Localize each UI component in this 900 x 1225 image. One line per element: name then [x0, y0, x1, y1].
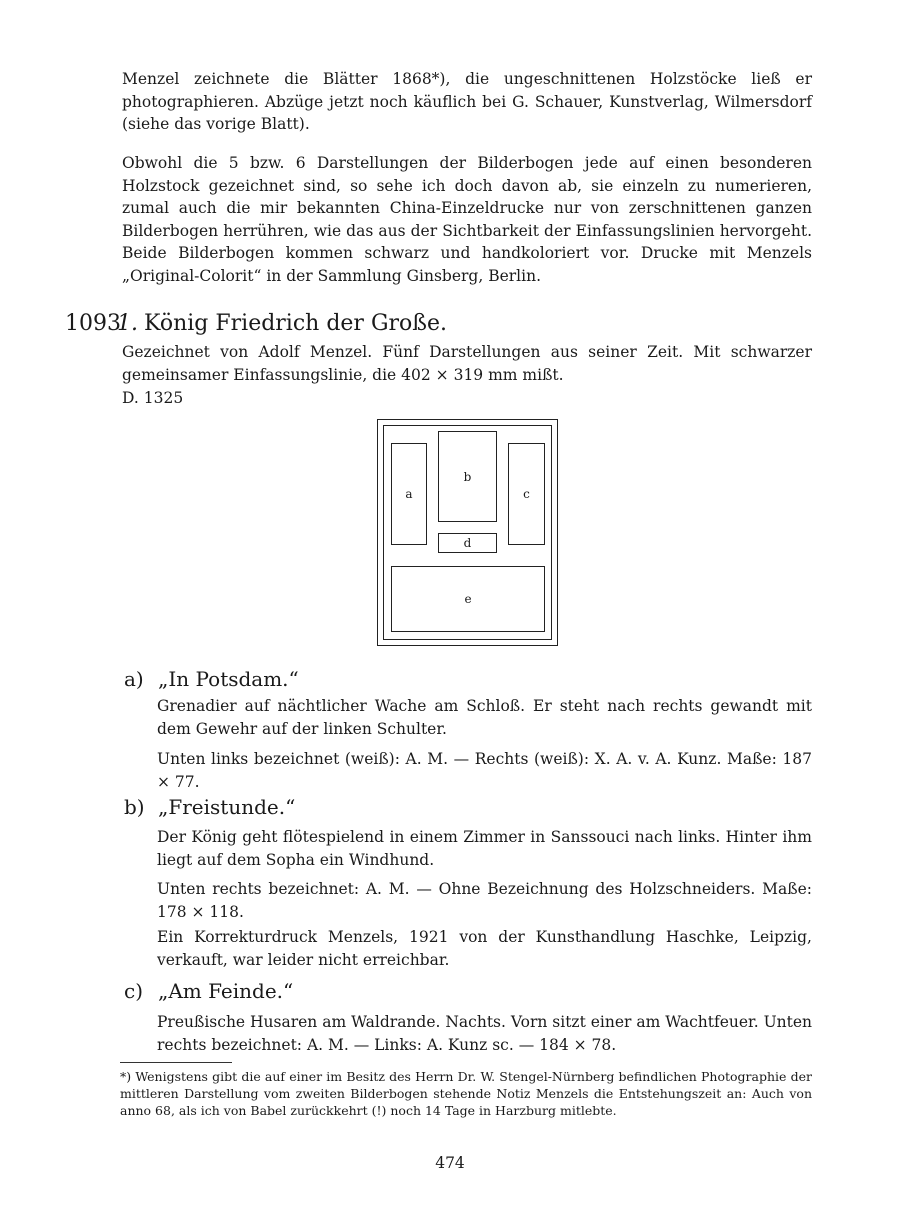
item-a-letter: a) — [124, 667, 144, 691]
entry-heading — [65, 310, 447, 338]
diagram-label-e: e — [464, 592, 472, 606]
diagram-box-b — [438, 431, 497, 522]
diagram-box-c — [508, 443, 545, 545]
item-a-text-1: Grenadier auf nächtlicher Wache am Schloß. Er steht nach rechts gewandt mit dem Gewehr auf der linken Schulter. — [157, 697, 812, 738]
intro-paragraph-2: Obwohl die 5 bzw. 6 Darstellungen der Bilderbogen jede auf einen besonderen Holzstock gezeichnet sind, so sehe ich doch davon ab, sie einzeln zu numerieren, zumal auch die mir bekannten China-Einzeldrucke nur von zerschnittenen ganzen Bilderbogen herrühren, wie das aus der Sichtbarkeit der Einfassungslinien hervorgeht. Beide Bilderbogen kommen schwarz und handkoloriert vor. Drucke mit Menzels „Original-Colorit“ in der Sammlung Ginsberg, Berlin. — [122, 154, 812, 285]
entry-subnumber: 1. — [117, 311, 138, 336]
item-c-letter: c) — [124, 979, 144, 1003]
page-number: 474 — [435, 1154, 465, 1172]
entry-title: König Friedrich der Große. — [144, 311, 447, 336]
item-a-heading — [124, 666, 299, 692]
entry-number: 1093 — [65, 311, 121, 336]
item-b-heading — [124, 794, 295, 820]
entry-description: Gezeichnet von Adolf Menzel. Fünf Darstellungen aus seiner Zeit. Mit schwarzer gemeinsamer Einfassungslinie, die 402 × 319 mm mißt. — [122, 343, 812, 384]
item-c-heading — [124, 978, 293, 1004]
diagram-label-b: b — [463, 469, 472, 484]
diagram-inner-frame — [383, 425, 552, 640]
item-a-text-2: Unten links bezeichnet (weiß): A. M. — Rechts (weiß): X. A. v. A. Kunz. Maße: 187 × 77. — [157, 750, 812, 791]
item-b-text-2: Unten rechts bezeichnet: A. M. — Ohne Bezeichnung des Holzschneiders. Maße: 178 × 118. — [157, 880, 812, 921]
item-c-text-1: Preußische Husaren am Waldrande. Nachts. Vorn sitzt einer am Wachtfeuer. Unten rechts bezeichnet: A. M. — Links: A. Kunz sc. — 184 × 78. — [157, 1013, 813, 1054]
item-b-title: „Freistunde.“ — [158, 795, 296, 819]
diagram-box-a — [391, 443, 427, 545]
item-b-text-3: Ein Korrekturdruck Menzels, 1921 von der Kunsthandlung Haschke, Leipzig, verkauft, war leider nicht erreichbar. — [157, 928, 812, 969]
diagram-label-c: c — [523, 487, 530, 501]
diagram-box-d — [438, 533, 497, 553]
entry-reference: D. 1325 — [122, 389, 184, 407]
footnote: *) Wenigstens gibt die auf einer im Besitz des Herrn Dr. W. Stengel-Nürnberg befindlichen Photographie der mittleren Darstellung vom zweiten Bilderbogen stehende Notiz Menzels die Entstehungszeit an: Auch von anno 68, als ich von Babel zurückkehrt (!) noch 14 Tage in Harzburg mitlebte. — [120, 1069, 812, 1118]
footnote-divider — [120, 1062, 232, 1063]
diagram-box-e — [391, 566, 545, 632]
item-b-letter: b) — [124, 795, 145, 819]
intro-paragraph-1: Menzel zeichnete die Blätter 1868*), die ungeschnittenen Holzstöcke ließ er photographieren. Abzüge jetzt noch käuflich bei G. Schauer, Kunstverlag, Wilmersdorf (siehe das vorige Blatt). — [122, 70, 812, 133]
item-a-title: „In Potsdam.“ — [158, 667, 299, 691]
item-c-title: „Am Feinde.“ — [158, 979, 294, 1003]
diagram-label-d: d — [463, 536, 472, 550]
layout-diagram — [377, 419, 558, 646]
diagram-label-a: a — [405, 487, 413, 501]
item-b-text-1: Der König geht flötespielend in einem Zimmer in Sanssouci nach links. Hinter ihm liegt auf dem Sopha ein Windhund. — [157, 828, 812, 869]
